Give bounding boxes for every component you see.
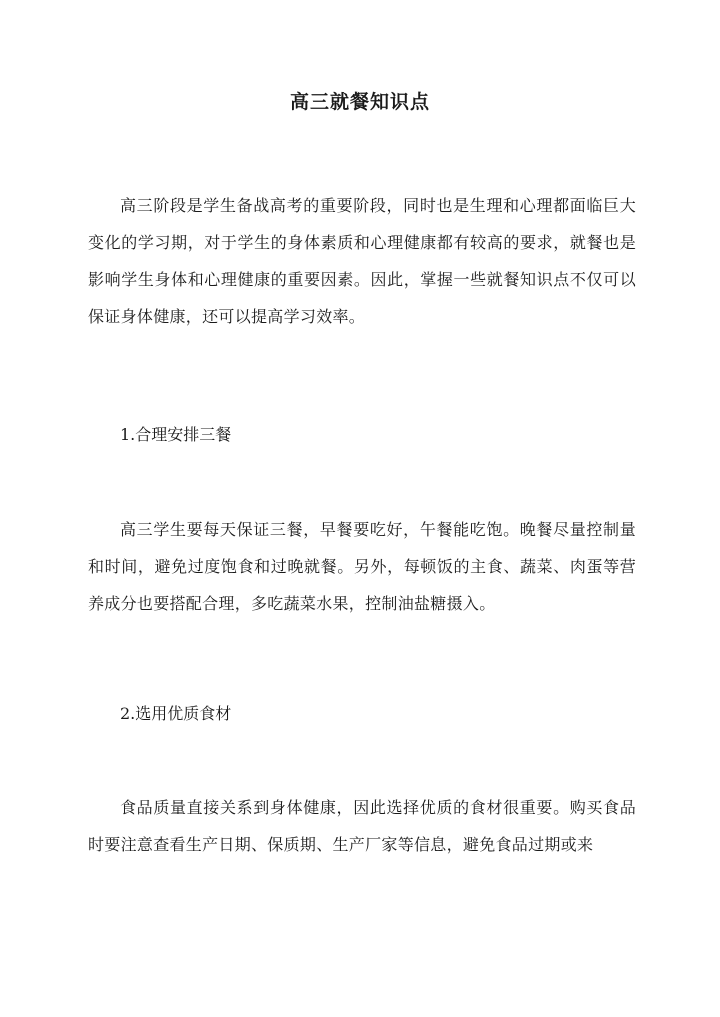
section-body-meals: 高三学生要每天保证三餐，早餐要吃好，午餐能吃饱。晚餐尽量控制量和时间，避免过度饱食和过晚就餐。另外，每顿饭的主食、蔬菜、肉蛋等营养成分也要搭配合理，多吃蔬菜水果，控制油盐糖摄入。 (88, 520, 636, 613)
document-title: 高三就餐知识点 (289, 91, 430, 113)
section-body-ingredients: 食品质量直接关系到身体健康，因此选择优质的食材很重要。购买食品时要注意查看生产日期、保质期、生产厂家等信息，避免食品过期或来 (88, 798, 636, 854)
section-heading-meals: 1.合理安排三餐 (120, 425, 232, 444)
intro-paragraph: 高三阶段是学生备战高考的重要阶段，同时也是生理和心理都面临巨大变化的学习期，对于学生的身体素质和心理健康都有较高的要求，就餐也是影响学生身体和心理健康的重要因素。因此，掌握一些就餐知识点不仅可以保证身体健康，还可以提高学习效率。 (88, 196, 636, 326)
section-heading-ingredients: 2.选用优质食材 (120, 704, 232, 723)
